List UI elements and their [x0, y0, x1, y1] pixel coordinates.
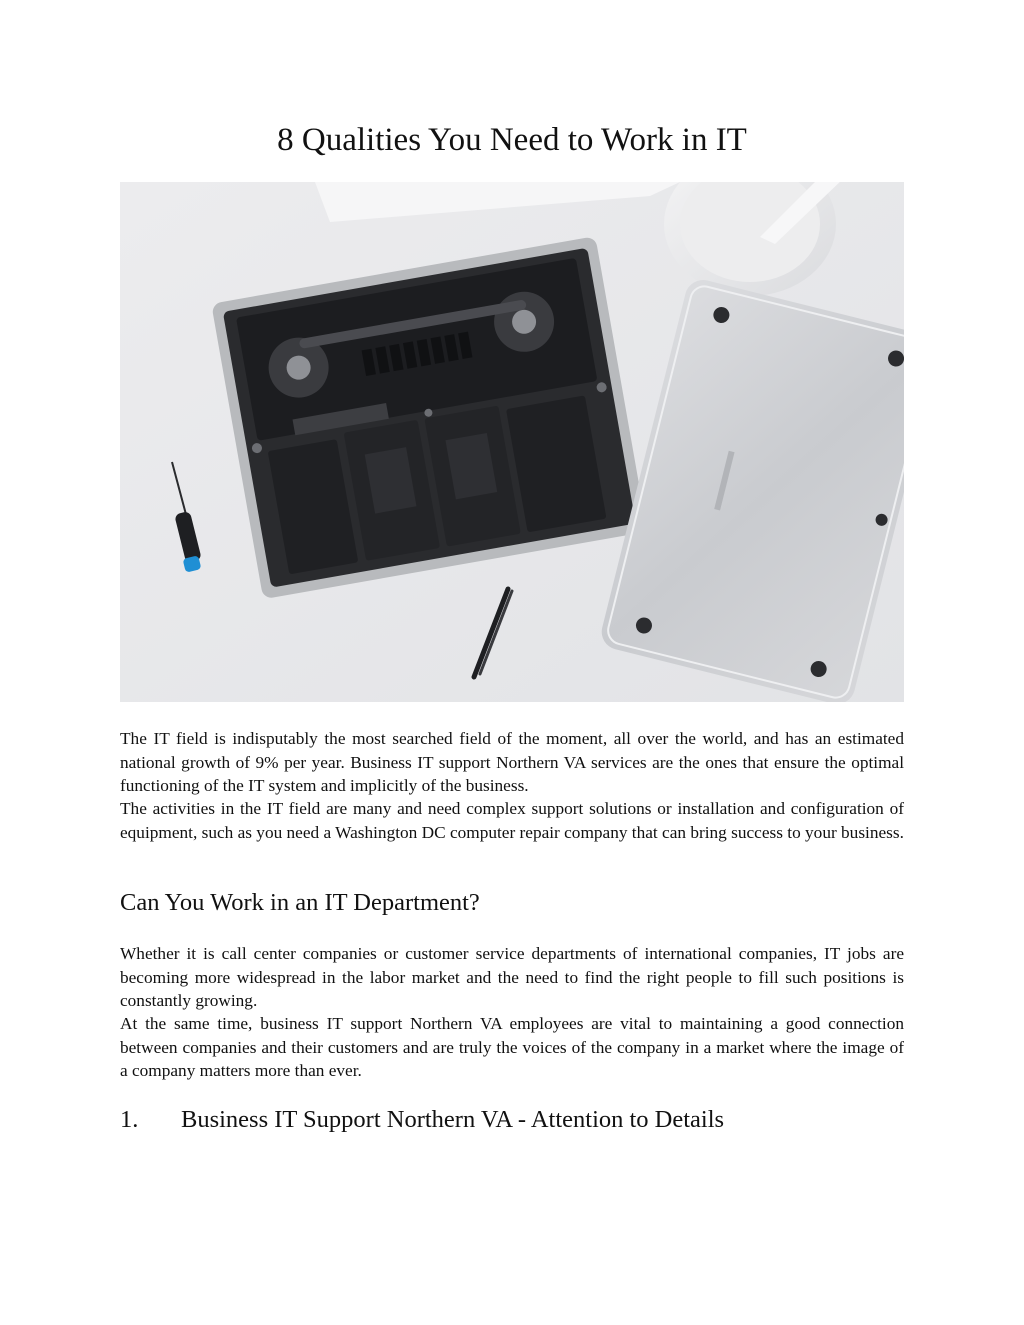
section-heading: Can You Work in an IT Department? [120, 889, 480, 916]
section-paragraph-2: At the same time, business IT support Northern VA employees are vital to maintaining a good connection between companies and their customers and are truly the voices of the company in a market where the image of a company matters more than ever. [120, 1014, 904, 1080]
list-heading-text: Business IT Support Northern VA - Attention to Details [181, 1106, 725, 1133]
intro-paragraph-1: The IT field is indisputably the most searched field of the moment, all over the world, and has an estimated national growth of 9% per year. Business IT support Northern VA services are the ones that ensure the optimal functioning of the IT system and implicitly of the business. [120, 729, 904, 795]
list-number: 1. [120, 1106, 139, 1133]
hero-image [120, 182, 904, 702]
list-heading [120, 1100, 904, 1140]
section-paragraph-1: Whether it is call center companies or customer service departments of international companies, IT jobs are becoming more widespread in the labor market and the need to find the right people to fill such positions is constantly growing. [120, 944, 904, 1010]
intro-paragraph-2: The activities in the IT field are many and need complex support solutions or installation and configuration of equipment, such as you need a Washington DC computer repair company that can bring success to your business. [120, 799, 904, 842]
page-title: 8 Qualities You Need to Work in IT [277, 122, 747, 158]
laptop-repair-photo [120, 182, 904, 702]
